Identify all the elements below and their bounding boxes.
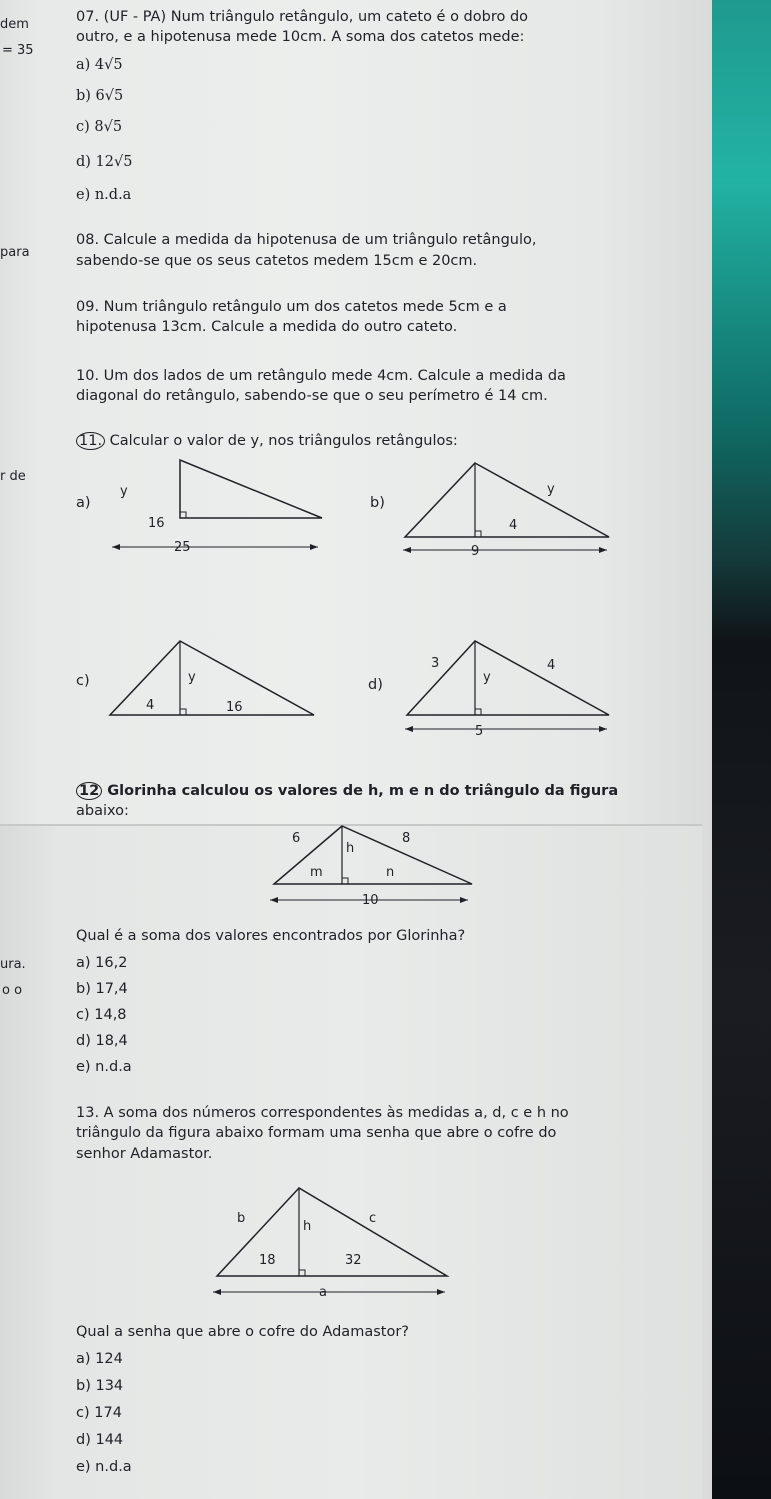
margin-fragment: para xyxy=(0,245,30,260)
q11a-triangle xyxy=(180,460,322,518)
q13-label-c: c xyxy=(369,1211,377,1226)
q08-text: sabendo-se que os seus catetos medem 15cm e 20cm. xyxy=(76,253,478,269)
margin-fragment: ura. xyxy=(0,957,26,972)
q10-text: diagonal do retângulo, sabendo-se que o seu perímetro é 14 cm. xyxy=(76,388,548,404)
q11d-label: d) xyxy=(368,677,383,693)
q11d-right-angle xyxy=(475,709,481,715)
q11c-triangle xyxy=(110,641,314,715)
q11b-label-9: 9 xyxy=(471,544,480,559)
q11b-label-y: y xyxy=(547,482,555,497)
q07-option-e: e) n.d.a xyxy=(76,187,132,203)
margin-fragment: = 35 xyxy=(2,43,34,58)
q12-option-c: c) 14,8 xyxy=(76,1007,127,1023)
q12-label-m: m xyxy=(310,865,323,880)
q12-option-e: e) n.d.a xyxy=(76,1059,132,1075)
q13-text: 13. A soma dos números correspondentes às medidas a, d, c e h no xyxy=(76,1105,569,1121)
q13-text: senhor Adamastor. xyxy=(76,1146,213,1162)
q11a-arrowhead xyxy=(112,544,120,550)
q07-option-a: a) 4√5 xyxy=(76,57,123,73)
q11c-triangle-figure xyxy=(100,635,325,725)
q11b-right-angle xyxy=(475,531,481,537)
q11a-label-16: 16 xyxy=(148,516,165,531)
q11d-arrowhead xyxy=(599,726,607,732)
q11a-label-25: 25 xyxy=(174,540,191,555)
q11-heading xyxy=(76,432,458,450)
q11b-label: b) xyxy=(370,495,385,511)
q12-label-h: h xyxy=(346,841,355,856)
q13-label-b: b xyxy=(237,1211,246,1226)
q12-question: Qual é a soma dos valores encontrados por Glorinha? xyxy=(76,928,466,944)
q13-label-h: h xyxy=(303,1219,312,1234)
q11-number: 11. xyxy=(76,432,105,450)
q12-label-10: 10 xyxy=(362,893,379,908)
q07-option-b: b) 6√5 xyxy=(76,88,124,104)
q11-text: Calcular o valor de y, nos triângulos retângulos: xyxy=(109,433,458,449)
q12-heading xyxy=(76,782,618,800)
q12-triangle-figure xyxy=(262,818,482,910)
q11d-triangle xyxy=(407,641,609,715)
q11c-label-4: 4 xyxy=(146,698,155,713)
q11b-label-4: 4 xyxy=(509,518,518,533)
q13-option-a: a) 124 xyxy=(76,1351,123,1367)
q13-label-a: a xyxy=(319,1285,327,1300)
q11d-triangle-figure xyxy=(395,635,620,745)
margin-fragment: dem xyxy=(0,17,29,32)
q12-text: Glorinha calculou os valores de h, m e n do triângulo da figura xyxy=(107,783,619,799)
q13-option-e: e) n.d.a xyxy=(76,1459,132,1475)
q11d-label-4: 4 xyxy=(547,658,556,673)
q12-text: abaixo: xyxy=(76,803,129,819)
q11b-triangle xyxy=(405,463,609,537)
q13-option-b: b) 134 xyxy=(76,1378,124,1394)
q12-right-angle xyxy=(342,878,348,884)
q09-text: 09. Num triângulo retângulo um dos catetos mede 5cm e a xyxy=(76,299,507,315)
q11d-label-y: y xyxy=(483,670,491,685)
q07-option-c: c) 8√5 xyxy=(76,119,123,135)
q13-arrowhead xyxy=(213,1289,221,1295)
q09-text: hipotenusa 13cm. Calcule a medida do outro cateto. xyxy=(76,319,458,335)
q12-option-b: b) 17,4 xyxy=(76,981,128,997)
q10-text: 10. Um dos lados de um retângulo mede 4cm. Calcule a medida da xyxy=(76,368,566,384)
q12-triangle xyxy=(274,826,472,884)
q11d-arrowhead xyxy=(405,726,413,732)
q11c-label-y: y xyxy=(188,670,196,685)
q12-arrowhead xyxy=(460,897,468,903)
q13-right-angle xyxy=(299,1270,305,1276)
q11c-right-angle xyxy=(180,709,186,715)
q13-question: Qual a senha que abre o cofre do Adamastor? xyxy=(76,1324,409,1340)
q11a-right-angle xyxy=(180,512,186,518)
q11b-triangle-figure xyxy=(395,455,620,565)
q11a-label: a) xyxy=(76,495,91,511)
q07-text: outro, e a hipotenusa mede 10cm. A soma dos catetos mede: xyxy=(76,29,525,45)
q13-option-d: d) 144 xyxy=(76,1432,124,1448)
q11a-arrowhead xyxy=(310,544,318,550)
q12-number: 12 xyxy=(76,782,102,800)
q11d-label-5: 5 xyxy=(475,724,484,739)
q07-option-d: d) 12√5 xyxy=(76,154,133,170)
q13-triangle-figure xyxy=(205,1180,455,1300)
q13-label-18: 18 xyxy=(259,1253,276,1268)
q12-label-n: n xyxy=(386,865,395,880)
q07-text: 07. (UF - PA) Num triângulo retângulo, um cateto é o dobro do xyxy=(76,9,529,25)
q12-arrowhead xyxy=(270,897,278,903)
q11b-arrowhead xyxy=(403,547,411,553)
q11d-label-3: 3 xyxy=(431,656,440,671)
q11a-triangle-figure xyxy=(100,455,330,565)
q13-label-32: 32 xyxy=(345,1253,362,1268)
q13-option-c: c) 174 xyxy=(76,1405,122,1421)
margin-fragment: o o xyxy=(2,983,23,998)
q13-arrowhead xyxy=(437,1289,445,1295)
q11c-label-16: 16 xyxy=(226,700,243,715)
q12-label-8: 8 xyxy=(402,831,411,846)
q11c-label: c) xyxy=(76,673,90,689)
q13-text: triângulo da figura abaixo formam uma senha que abre o cofre do xyxy=(76,1125,557,1141)
q12-label-6: 6 xyxy=(292,831,301,846)
q08-text: 08. Calcule a medida da hipotenusa de um triângulo retângulo, xyxy=(76,232,537,248)
q12-option-d: d) 18,4 xyxy=(76,1033,128,1049)
margin-fragment: r de xyxy=(0,469,26,484)
q11a-label-y: y xyxy=(120,484,128,499)
q13-triangle xyxy=(217,1188,447,1276)
q12-option-a: a) 16,2 xyxy=(76,955,128,971)
q11b-arrowhead xyxy=(599,547,607,553)
